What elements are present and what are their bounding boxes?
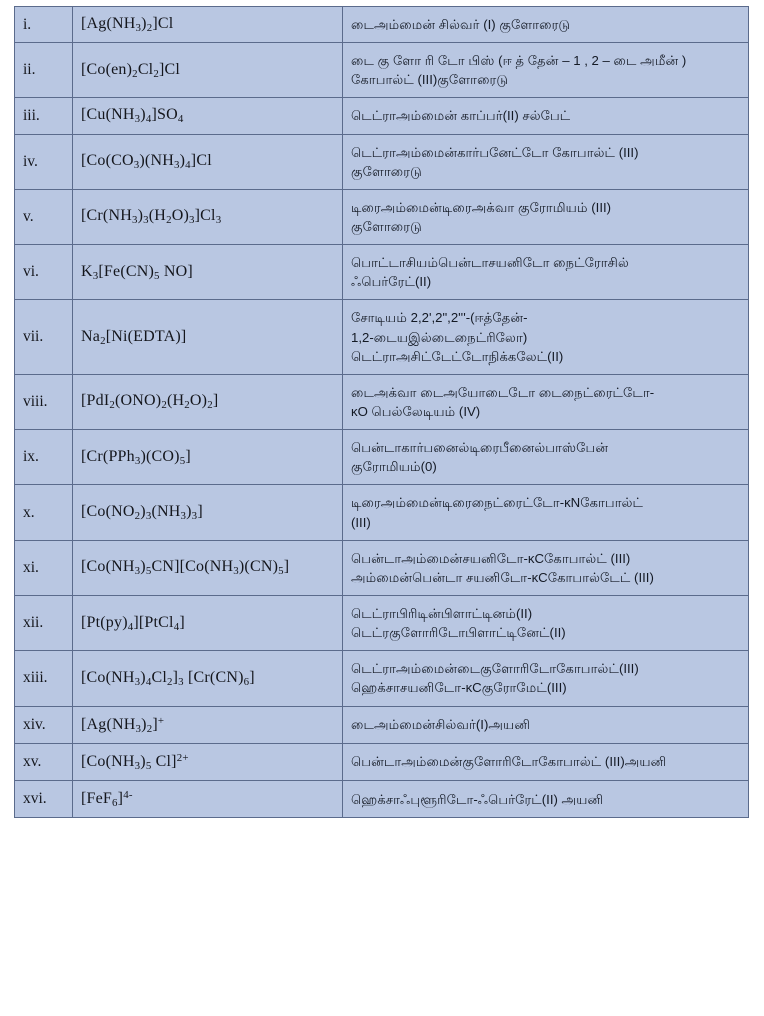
formula-cell: [73, 651, 343, 706]
iupac-name-line: டெட்ரகுளோரிடோபிளாட்டினேட்(II): [351, 625, 566, 641]
row-index-cell: xvi.: [15, 781, 73, 818]
iupac-name-line: ஹெக்சாஃபுளூரிடோ-ஃபெர்ரேட்(II) அயனி: [351, 791, 604, 807]
formula-text: $[Cr(NH_3)_3(H_2O)_3]Cl_3$: [81, 207, 222, 227]
iupac-name-line: κO பெல்லேடியம் (IV): [351, 403, 481, 419]
iupac-name-line: ஹெக்சாசயனிடோ-κCகுரோமேட்(III): [351, 680, 567, 696]
table-row: [15, 7, 749, 43]
row-index-cell: iv.: [15, 134, 73, 189]
formula-cell: [73, 300, 343, 374]
formula-cell: [73, 7, 343, 43]
iupac-name-cell: [343, 43, 749, 98]
formula-cell: [73, 540, 343, 595]
iupac-name-cell: [343, 98, 749, 134]
row-index-cell: iii.: [15, 98, 73, 134]
row-index-cell: xi.: [15, 540, 73, 595]
iupac-name-line: ஃபெர்ரேட்(II): [351, 274, 432, 290]
iupac-name-cell: [343, 781, 749, 818]
iupac-name-cell: [343, 485, 749, 540]
formula-text: $[Pt(py)_4][PtCl_4]$: [81, 613, 185, 633]
row-index-cell: xii.: [15, 595, 73, 650]
iupac-name-line: குளோரைடு: [351, 218, 422, 234]
iupac-name-line: டிரைஅம்மைன்டிரைநைட்ரைட்டோ-κNகோபால்ட்: [351, 495, 644, 511]
row-index-cell: ix.: [15, 430, 73, 485]
formula-cell: [73, 706, 343, 743]
iupac-name-line: டை கு ளோ ரி டோ பிஸ் (ஈ த் தேன் – 1 , 2 – டை அமீன் ): [351, 53, 687, 69]
iupac-name-line: குளோரைடு: [351, 163, 422, 179]
formula-cell: [73, 430, 343, 485]
iupac-name-line: குரோமியம்(0): [351, 459, 437, 475]
iupac-name-line: டைஅம்மைன்சில்வர்(I)அயனி: [351, 717, 531, 733]
table-body: [15, 7, 749, 818]
table-row: [15, 245, 749, 300]
formula-text: $[Co(NH_3)_5CN][Co(NH_3)(CN)_5]$: [81, 558, 290, 578]
row-index-cell: vii.: [15, 300, 73, 374]
coordination-compounds-table: [14, 6, 749, 818]
formula-cell: [73, 134, 343, 189]
iupac-name-line: 1,2-டையஇல்டைநைட்ரிலோ): [351, 329, 528, 345]
formula-cell: [73, 189, 343, 244]
table-row: [15, 485, 749, 540]
table-row: [15, 743, 749, 780]
iupac-name-cell: [343, 430, 749, 485]
iupac-name-cell: [343, 134, 749, 189]
row-index-cell: i.: [15, 7, 73, 43]
iupac-name-cell: [343, 651, 749, 706]
table-row: [15, 595, 749, 650]
formula-text: $[Co(NH_3)_4Cl_2]_3$ $[Cr(CN)_6]$: [81, 668, 255, 688]
table-row: [15, 374, 749, 429]
formula-text: $[Co(en)_2Cl_2]Cl$: [81, 60, 181, 80]
table-row: [15, 43, 749, 98]
table-row: [15, 706, 749, 743]
table-row: [15, 781, 749, 818]
iupac-name-cell: [343, 300, 749, 374]
iupac-name-line: பென்டாகார்பனைல்டிரைபீனைல்பாஸ்பேன்: [351, 440, 609, 456]
iupac-name-cell: [343, 189, 749, 244]
iupac-name-cell: [343, 706, 749, 743]
formula-text: $[Ag(NH_3)_2]Cl$: [81, 15, 174, 35]
row-index-cell: xv.: [15, 743, 73, 780]
formula-text: $[Cr(PPh_3)(CO)_5]$: [81, 447, 191, 467]
formula-cell: [73, 245, 343, 300]
iupac-name-line: பென்டாஅம்மைன்குளோரிடோகோபால்ட் (III)அயனி: [351, 754, 667, 770]
iupac-name-line: டைஅம்மைன் சில்வர் (I) குளோரைடு: [351, 17, 571, 32]
row-index-cell: viii.: [15, 374, 73, 429]
formula-cell: [73, 743, 343, 780]
row-index-cell: xiii.: [15, 651, 73, 706]
iupac-name-cell: [343, 743, 749, 780]
row-index-cell: x.: [15, 485, 73, 540]
formula-text: $[Co(CO_3)(NH_3)_4]Cl$: [81, 152, 212, 172]
formula-cell: [73, 595, 343, 650]
iupac-name-cell: [343, 540, 749, 595]
formula-text: $K_3[Fe(CN)_5$ NO]: [81, 262, 193, 282]
formula-text: $[PdI_2(ONO)_2(H_2O)_2]$: [81, 392, 219, 412]
iupac-name-cell: [343, 245, 749, 300]
iupac-name-line: கோபால்ட் (III)குளோரைடு: [351, 72, 509, 88]
formula-text: [$Co(NH_3)_5$ Cl]$^{2+}$: [81, 751, 189, 773]
iupac-name-cell: [343, 7, 749, 43]
table-row: [15, 189, 749, 244]
formula-text: $[Cu(NH_3)_4]SO_4$: [81, 106, 184, 126]
iupac-name-line: டெட்ராஅம்மைன்கார்பனேட்டோ கோபால்ட் (III): [351, 144, 639, 160]
table-row: [15, 134, 749, 189]
iupac-name-line: பென்டாஅம்மைன்சயனிடோ-κCகோபால்ட் (III): [351, 550, 631, 566]
iupac-name-line: அம்மைன்பென்டா சயனிடோ-κCகோபால்டேட் (III): [351, 569, 654, 585]
formula-text: $[Co(NO_2)_3(NH_3)_3]$: [81, 503, 203, 523]
iupac-name-cell: [343, 374, 749, 429]
table-row: [15, 540, 749, 595]
row-index-cell: v.: [15, 189, 73, 244]
row-index-cell: ii.: [15, 43, 73, 98]
iupac-name-line: டெட்ராஅம்மைன்டைகுளோரிடோகோபால்ட்(III): [351, 661, 639, 677]
iupac-name-line: சோடியம் 2,2',2",2'''-(ஈத்தேன்-: [351, 310, 528, 326]
table-row: [15, 300, 749, 374]
iupac-name-line: டெட்ராஅம்மைன் காப்பர்(II) சல்பேட்: [351, 108, 571, 124]
formula-cell: [73, 98, 343, 134]
formula-text: $Na_2[Ni(EDTA)]$: [81, 327, 187, 347]
iupac-name-line: பொட்டாசியம்பென்டாசயனிடோ நைட்ரோசில்: [351, 255, 629, 271]
table-row: [15, 98, 749, 134]
formula-text: $[FeF_6]^{4-}$: [81, 789, 133, 810]
row-index-cell: xiv.: [15, 706, 73, 743]
iupac-name-cell: [343, 595, 749, 650]
iupac-name-line: (III): [351, 514, 371, 530]
formula-text: $[Ag(NH_3)_2]^+$: [81, 714, 165, 735]
row-index-cell: vi.: [15, 245, 73, 300]
table-row: [15, 651, 749, 706]
iupac-name-line: டெட்ராஅசிட்டேட்டோநிக்கலேட்(II): [351, 348, 564, 364]
formula-cell: [73, 781, 343, 818]
iupac-name-line: டிரைஅம்மைன்டிரைஅக்வா குரோமியம் (III): [351, 199, 612, 215]
table-row: [15, 430, 749, 485]
iupac-name-line: டெட்ராபிரிடின்பிளாட்டினம்(II): [351, 605, 533, 621]
formula-cell: [73, 43, 343, 98]
iupac-name-line: டைஅக்வா டைஅயோடைடோ டைநைட்ரைட்டோ-: [351, 384, 655, 400]
formula-cell: [73, 485, 343, 540]
formula-cell: [73, 374, 343, 429]
